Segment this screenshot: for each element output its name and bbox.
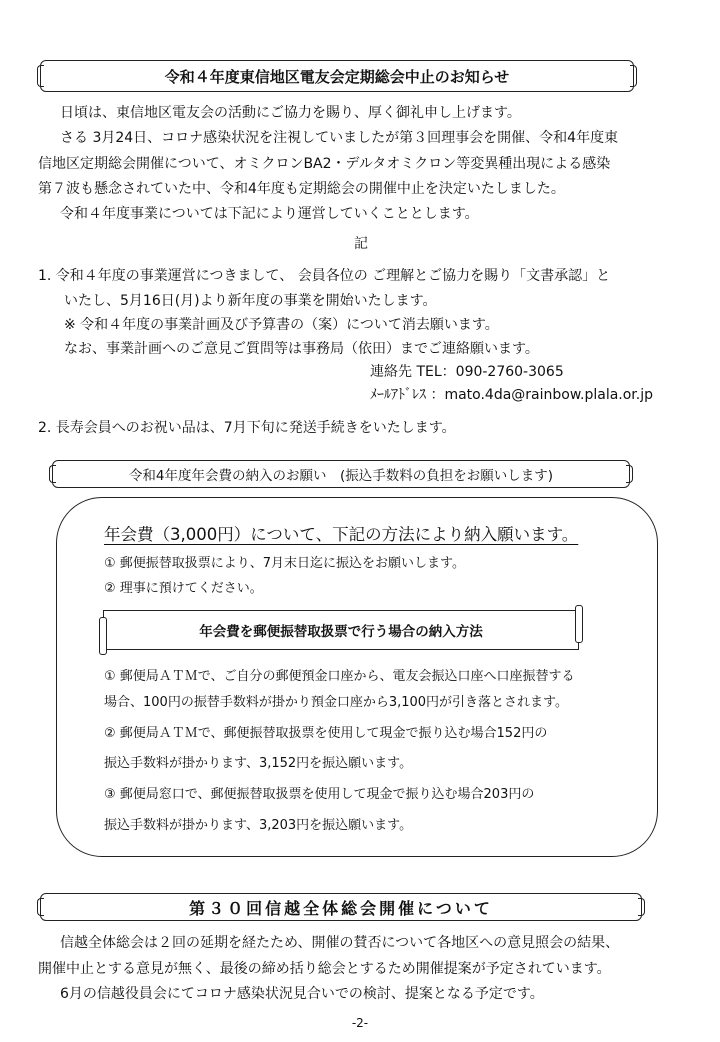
intro-line-3: 信地区定期総会開催について、オミクロンBA2・デルタオミクロン等変異種出現による感染 xyxy=(38,156,611,172)
fee-panel-heading: 年会費（3,000円）について、下記の方法により納入願います。 xyxy=(104,525,579,544)
intro-line-5: 令和４年度事業については下記により運営していくこととします。 xyxy=(60,206,479,222)
item1-line-1: 1. 令和４年度の事業運営につきまして、 会員各位の ご理解とご協力を賜り「文書承認」と xyxy=(38,268,611,284)
notice-title: 令和４年度東信地区電友会定期総会中止のお知らせ xyxy=(164,67,510,86)
general-line-1: 信越全体総会は２回の延期を経たため、開催の賛否について各地区への意見照会の結果、 xyxy=(60,935,620,951)
item1-line-3: ※ 令和４年度の事業計画及び予算書の（案）について消去願います。 xyxy=(64,317,499,333)
contact-tel-label: 連絡先 TEL： xyxy=(370,364,456,380)
fee-option-2: ② 理事に預けてください。 xyxy=(104,581,263,596)
scroll-edge-right xyxy=(626,465,633,483)
general-line-3: 6月の信越役員会にてコロナ感染状況見合いでの検討、提案となる予定です。 xyxy=(60,986,544,1002)
intro-line-4: 第７波も懸念されていた中、令和4年度も定期総会の開催中止を決定いたしました。 xyxy=(38,181,565,197)
fee-title: 令和4年度年会費の納入のお願い (振込手数料の負担をお願いします) xyxy=(128,468,554,484)
intro-line-1: 日頃は、東信地区電友会の活動にご協力を賜り、厚く御礼申し上げます。 xyxy=(60,105,521,121)
scroll-edge-left xyxy=(37,65,44,87)
contact-tel-value: 090-2760-3065 xyxy=(455,364,564,380)
general-line-2: 開催中止とする意見が無く、最後の締め括り総会とするため開催提案が予定されています。 xyxy=(38,961,611,977)
ki-mark: 記 xyxy=(354,236,368,252)
scroll-edge-left xyxy=(49,465,56,483)
payment-method-banner xyxy=(103,610,579,650)
fee-option-1: ① 郵便振替取扱票により、7月末日迄に振込をお願いします。 xyxy=(104,556,466,571)
general-title: 第３０回信越全体総会開催について xyxy=(189,898,493,918)
contact-mail-label: ﾒｰﾙｱﾄﾞﾚｽ ： xyxy=(370,387,445,403)
notice-title-box xyxy=(40,60,634,92)
scroll-edge-right xyxy=(638,898,645,916)
method-line-1: ① 郵便局ＡＴＭで、ご自分の郵便預金口座から、電友会振込口座へ口座振替する xyxy=(104,669,575,684)
scroll-edge-right xyxy=(630,65,637,87)
contact-tel xyxy=(370,362,564,382)
general-title-box xyxy=(40,893,642,921)
method-line-5: ③ 郵便局窓口で、郵便振替取扱票を使用して現金で振り込む場合203円の xyxy=(104,787,535,802)
method-line-3: ② 郵便局ＡＴＭで、郵便振替取扱票を使用して現金で振り込む場合152円の xyxy=(104,726,548,741)
item2-line: 2. 長寿会員へのお祝い品は、7月下旬に発送手続きをいたします。 xyxy=(38,420,456,436)
scroll-roll-right xyxy=(575,605,583,643)
item1-line-4: なお、事業計画へのご意見ご質問等は事務局（依田）までご連絡願います。 xyxy=(64,341,539,357)
scroll-edge-left xyxy=(37,898,44,916)
contact-mail xyxy=(370,385,653,405)
fee-title-box xyxy=(52,460,630,488)
item1-line-2: いたし、5月16日(月)より新年度の事業を開始いたします。 xyxy=(64,293,437,309)
page-number: -2- xyxy=(351,1016,369,1030)
method-line-6: 振込手数料が掛かります、3,203円を振込願います。 xyxy=(104,818,413,833)
scroll-roll-left xyxy=(99,617,107,655)
payment-method-banner-text: 年会費を郵便振替取扱票で行う場合の納入方法 xyxy=(199,624,483,640)
contact-mail-value: mato.4da@rainbow.plala.or.jp xyxy=(444,387,654,403)
intro-line-2: さる 3月24日、コロナ感染状況を注視していましたが第３回理事会を開催、令和4年度東 xyxy=(60,130,619,146)
method-line-2: 場合、100円の振替手数料が掛かり預金口座から3,100円が引き落とされます。 xyxy=(104,695,568,710)
method-line-4: 振込手数料が掛かります、3,152円を振込願います。 xyxy=(104,756,413,771)
